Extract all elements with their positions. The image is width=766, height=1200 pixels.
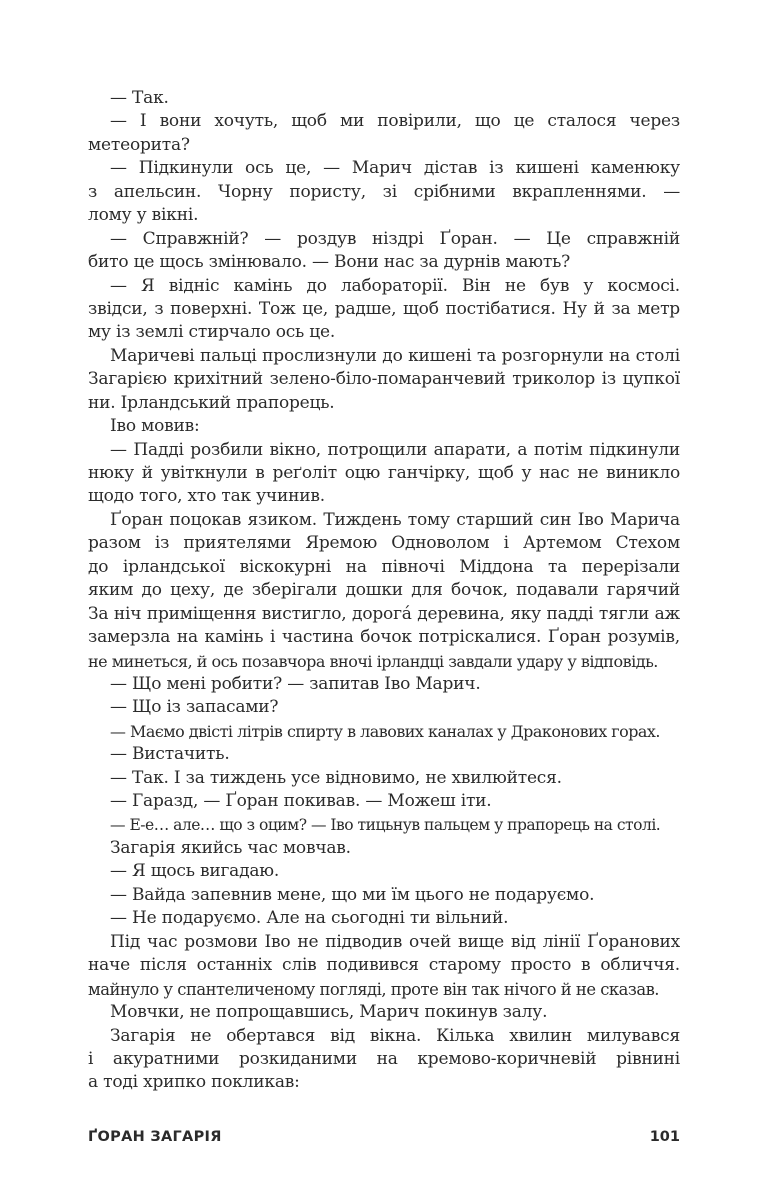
- text-line: — Маємо двісті літрів спирту в лавових каналах у Драконових горах.: [110, 721, 660, 741]
- text-line: Маричеві пальці прослизнули до кишені та розгорнули на столі: [110, 345, 680, 366]
- text-line: — Я щось вигадаю.: [110, 861, 280, 882]
- text-line: — Так. І за тиждень усе відновимо, не хвилюйтеся.: [110, 767, 562, 788]
- text-line: Під час розмови Іво не підводив очей вище від лінії Ґоранових: [110, 931, 680, 952]
- text-line: бито це щось змінювало. — Вони нас за дурнів мають?: [88, 252, 571, 273]
- text-line: а тоді хрипко покликав:: [88, 1072, 300, 1093]
- text-line: нюку й увіткнули в реґоліт оцю ганчірку, щоб у нас не виникло: [88, 463, 680, 483]
- text-line: — Вистачить.: [110, 744, 230, 765]
- page-footer: [88, 1129, 680, 1149]
- text-line: Ґоран поцокав язиком. Тиждень тому старший син Іво Марича: [110, 509, 680, 530]
- text-line: — Не подаруємо. Але на сьогодні ти вільний.: [110, 908, 509, 929]
- body-text: [88, 87, 680, 1095]
- text-line: — Вайда запевнив мене, що ми їм цього не подаруємо.: [110, 884, 595, 905]
- text-line: — Що із запасами?: [110, 697, 279, 718]
- text-line: — І вони хочуть, щоб ми повірили, що це сталося через: [110, 111, 680, 132]
- text-line: му із землі стирчало ось це.: [88, 322, 336, 343]
- text-line: — Гаразд, — Ґоран покивав. — Можеш іти.: [110, 791, 492, 812]
- text-line: Загарія не обертався від вікна. Кілька хвилин милувався: [110, 1025, 680, 1046]
- text-line: За ніч приміщення вистигло, дорогá деревина, яку падді тягли аж: [88, 603, 680, 624]
- text-line: — Так.: [110, 88, 169, 108]
- text-line: Мовчки, не попрощавшись, Марич покинув залу.: [110, 1002, 548, 1023]
- text-line: з апельсин. Чорну пористу, зі срібними вкрапленнями. —: [88, 181, 680, 202]
- text-line: щодо того, хто так учинив.: [88, 486, 325, 507]
- text-line: яким до цеху, де зберігали дошки для бочок, подавали гарячий: [88, 580, 680, 601]
- text-line: звідси, з поверхні. Тож це, радше, щоб постібатися. Ну й за метр: [88, 298, 680, 319]
- text-line: — Я відніс камінь до лабораторії. Він не був у космосі.: [110, 275, 680, 296]
- text-line: лому у вікні.: [88, 205, 199, 226]
- text-line: метеорита?: [88, 134, 190, 155]
- text-line: майнуло у спантеличеному погляді, проте він так нічого й не сказав.: [88, 979, 660, 999]
- text-line: разом із приятелями Яремою Одноволом і Артемом Стехом: [88, 533, 680, 554]
- text-line: Іво мовив:: [110, 416, 200, 437]
- text-line: Загарією крихітний зелено-біло-помаранчевий триколор із цупкої: [88, 369, 680, 390]
- text-line: — Підкинули ось це, — Марич дістав із кишені каменюку: [110, 158, 680, 179]
- text-line: не минеться, й ось позавчора вночі ірландці завдали удару у відповідь.: [88, 651, 658, 671]
- text-line: — Падді розбили вікно, потрощили апарати, а потім підкинули: [110, 439, 680, 460]
- text-line: до ірландської віскокурні на півночі Міддона та перерізали: [88, 556, 680, 577]
- text-line: — Що мені робити? — запитав Іво Марич.: [110, 673, 481, 694]
- page-number: 101: [649, 1129, 680, 1145]
- text-line: — Е-е… але… що з оцим? — Іво тицьнув пальцем у прапорець на столі.: [110, 815, 661, 834]
- text-line: ни. Ірландський прапорець.: [88, 392, 335, 413]
- text-line: і акуратними розкиданими на кремово-коричневій рівнині: [88, 1048, 680, 1069]
- text-line: — Справжній? — роздув ніздрі Ґоран. — Це справжній: [110, 228, 680, 249]
- text-line: наче після останніх слів подивився старому просто в обличчя.: [88, 955, 680, 976]
- text-line: Загарія якийсь час мовчав.: [110, 838, 351, 858]
- running-head: ҐОРАН ЗАГАРІЯ: [88, 1129, 222, 1145]
- text-line: замерзла на камінь і частина бочок потріскалися. Ґоран розумів,: [88, 627, 680, 648]
